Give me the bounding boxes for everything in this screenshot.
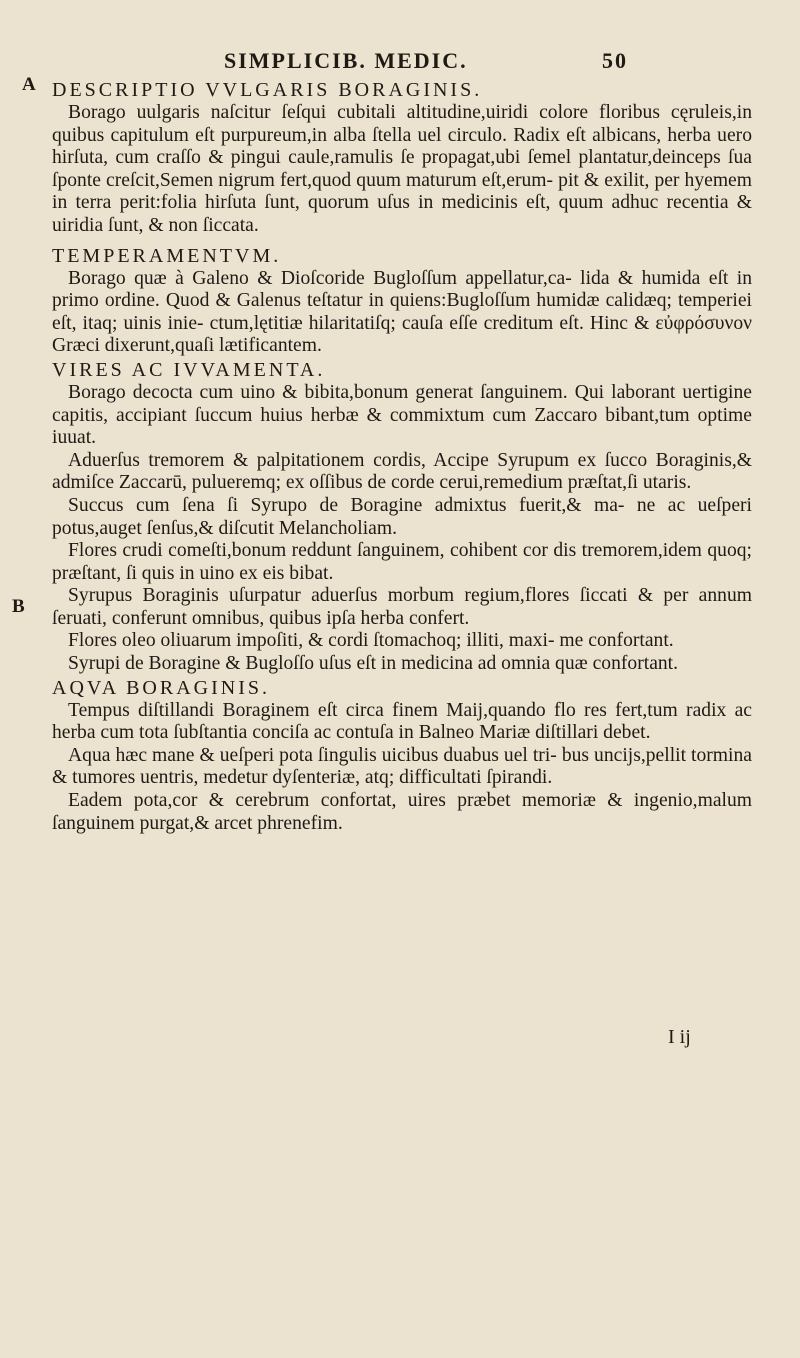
- margin-mark-a: A: [22, 74, 36, 95]
- folio-number: 50: [602, 48, 628, 73]
- paragraph-aqua-3: Eadem pota,cor & cerebrum confortat, uires præbet memoriæ & ingenio,malum ſanguinem purgat,& arcet phrenefim.: [52, 790, 752, 834]
- paragraph-vires-4: Flores crudi comeſti,bonum reddunt ſanguinem, cohibent cor dis tremorem,idem quoq; præſtant, ſi quis in uino ex eis bibat.: [52, 540, 752, 584]
- paragraph-vires-3: Succus cum ſena ſi Syrupo de Boragine admixtus fuerit,& ma- ne ac ueſperi potus,auget ſenſus,& diſcutit Melancholiam.: [52, 494, 752, 539]
- paragraph-description: Borago uulgaris naſcitur ſeſqui cubitali altitudine,uiridi colore floribus cęruleis,in quibus capitulum eſt purpureum,in alba ſtella uel circulo. Radix eſt albicans, herba uero hirſuta, cum craſſo & pingui caule,ramulis ſe propagat,ubi ſemel plantatur,deinceps ſua ſponte creſcit,Semen nigrum fert,quod quum maturum eſt,erum- pit & exilit, per hyemem in terra perit:folia hirſuta ſunt, quorum uſus in medicinis eſt, quum adhuc recentia & uiridia ſunt, & non ſiccata.: [52, 102, 752, 236]
- paragraph-vires-5: Syrupus Boraginis uſurpatur aduerſus morbum regium,flores ſiccati & per annum ſeruati, conferunt omnibus, quibus ipſa herba confert.: [52, 585, 752, 629]
- running-head-title: SIMPLICIB. MEDIC.: [224, 48, 468, 73]
- paragraph-vires-7: Syrupi de Boragine & Bugloſſo uſus eſt in medicina ad omnia quæ confortant.: [68, 653, 679, 675]
- section-heading-aqua: AQVA BORAGINIS.: [52, 676, 270, 699]
- paragraph-vires-2: Aduerſus tremorem & palpitationem cordis, Accipe Syrupum ex ſucco Boraginis,& admiſce Zaccarū, pulueremq; ex oſſibus de corde cerui,remedium præſtat,ſi utaris.: [52, 449, 752, 494]
- paragraph-temperament: Borago quæ à Galeno & Dioſcoride Bugloſſum appellatur,ca- lida & humida eſt in primo ordine. Quod & Galenus teſtatur in quiens:Bugloſſum humidæ calidæq; temperiei eſt, itaq; uinis inie- ctum,lętitiæ hilaritatiſq; cauſa eſſe creditum eſt. Hinc & εὐφρόσυνον Græci dixerunt,quaſi lætificantem.: [52, 267, 752, 357]
- section-heading-description: DESCRIPTIO VVLGARIS BORAGINIS.: [52, 79, 483, 101]
- section-heading-temperament: TEMPERAMENTVM.: [52, 244, 282, 267]
- section-heading-vires: VIRES AC IVVAMENTA.: [52, 358, 326, 381]
- running-head: [224, 48, 684, 74]
- paragraph-vires-6: Flores oleo oliuarum impoſiti, & cordi ſtomachoq; illiti, maxi- me confortant.: [68, 630, 674, 652]
- paragraph-aqua-1: Tempus diſtillandi Boraginem eſt circa finem Maij,quando flo res fert,tum radix ac herba cum tota ſubſtantia conciſa ac contuſa in Balneo Mariæ diſtillari debet.: [52, 699, 752, 744]
- paragraph-vires-1: Borago decocta cum uino & bibita,bonum generat ſanguinem. Qui laborant uertigine capitis, accipiant ſuccum huius herbæ & commixtum cum Zaccaro bibant,tum optime iuuat.: [52, 381, 752, 449]
- margin-mark-b: B: [12, 596, 25, 617]
- body-text: [52, 78, 752, 835]
- paragraph-aqua-2: Aqua hæc mane & ueſperi pota ſingulis uicibus duabus uel tri- bus uncijs,pellit tormina & tumores uentris, medetur dyſenteriæ, atq; difficultati ſpirandi.: [52, 744, 752, 789]
- signature-mark: I ij: [668, 1026, 691, 1048]
